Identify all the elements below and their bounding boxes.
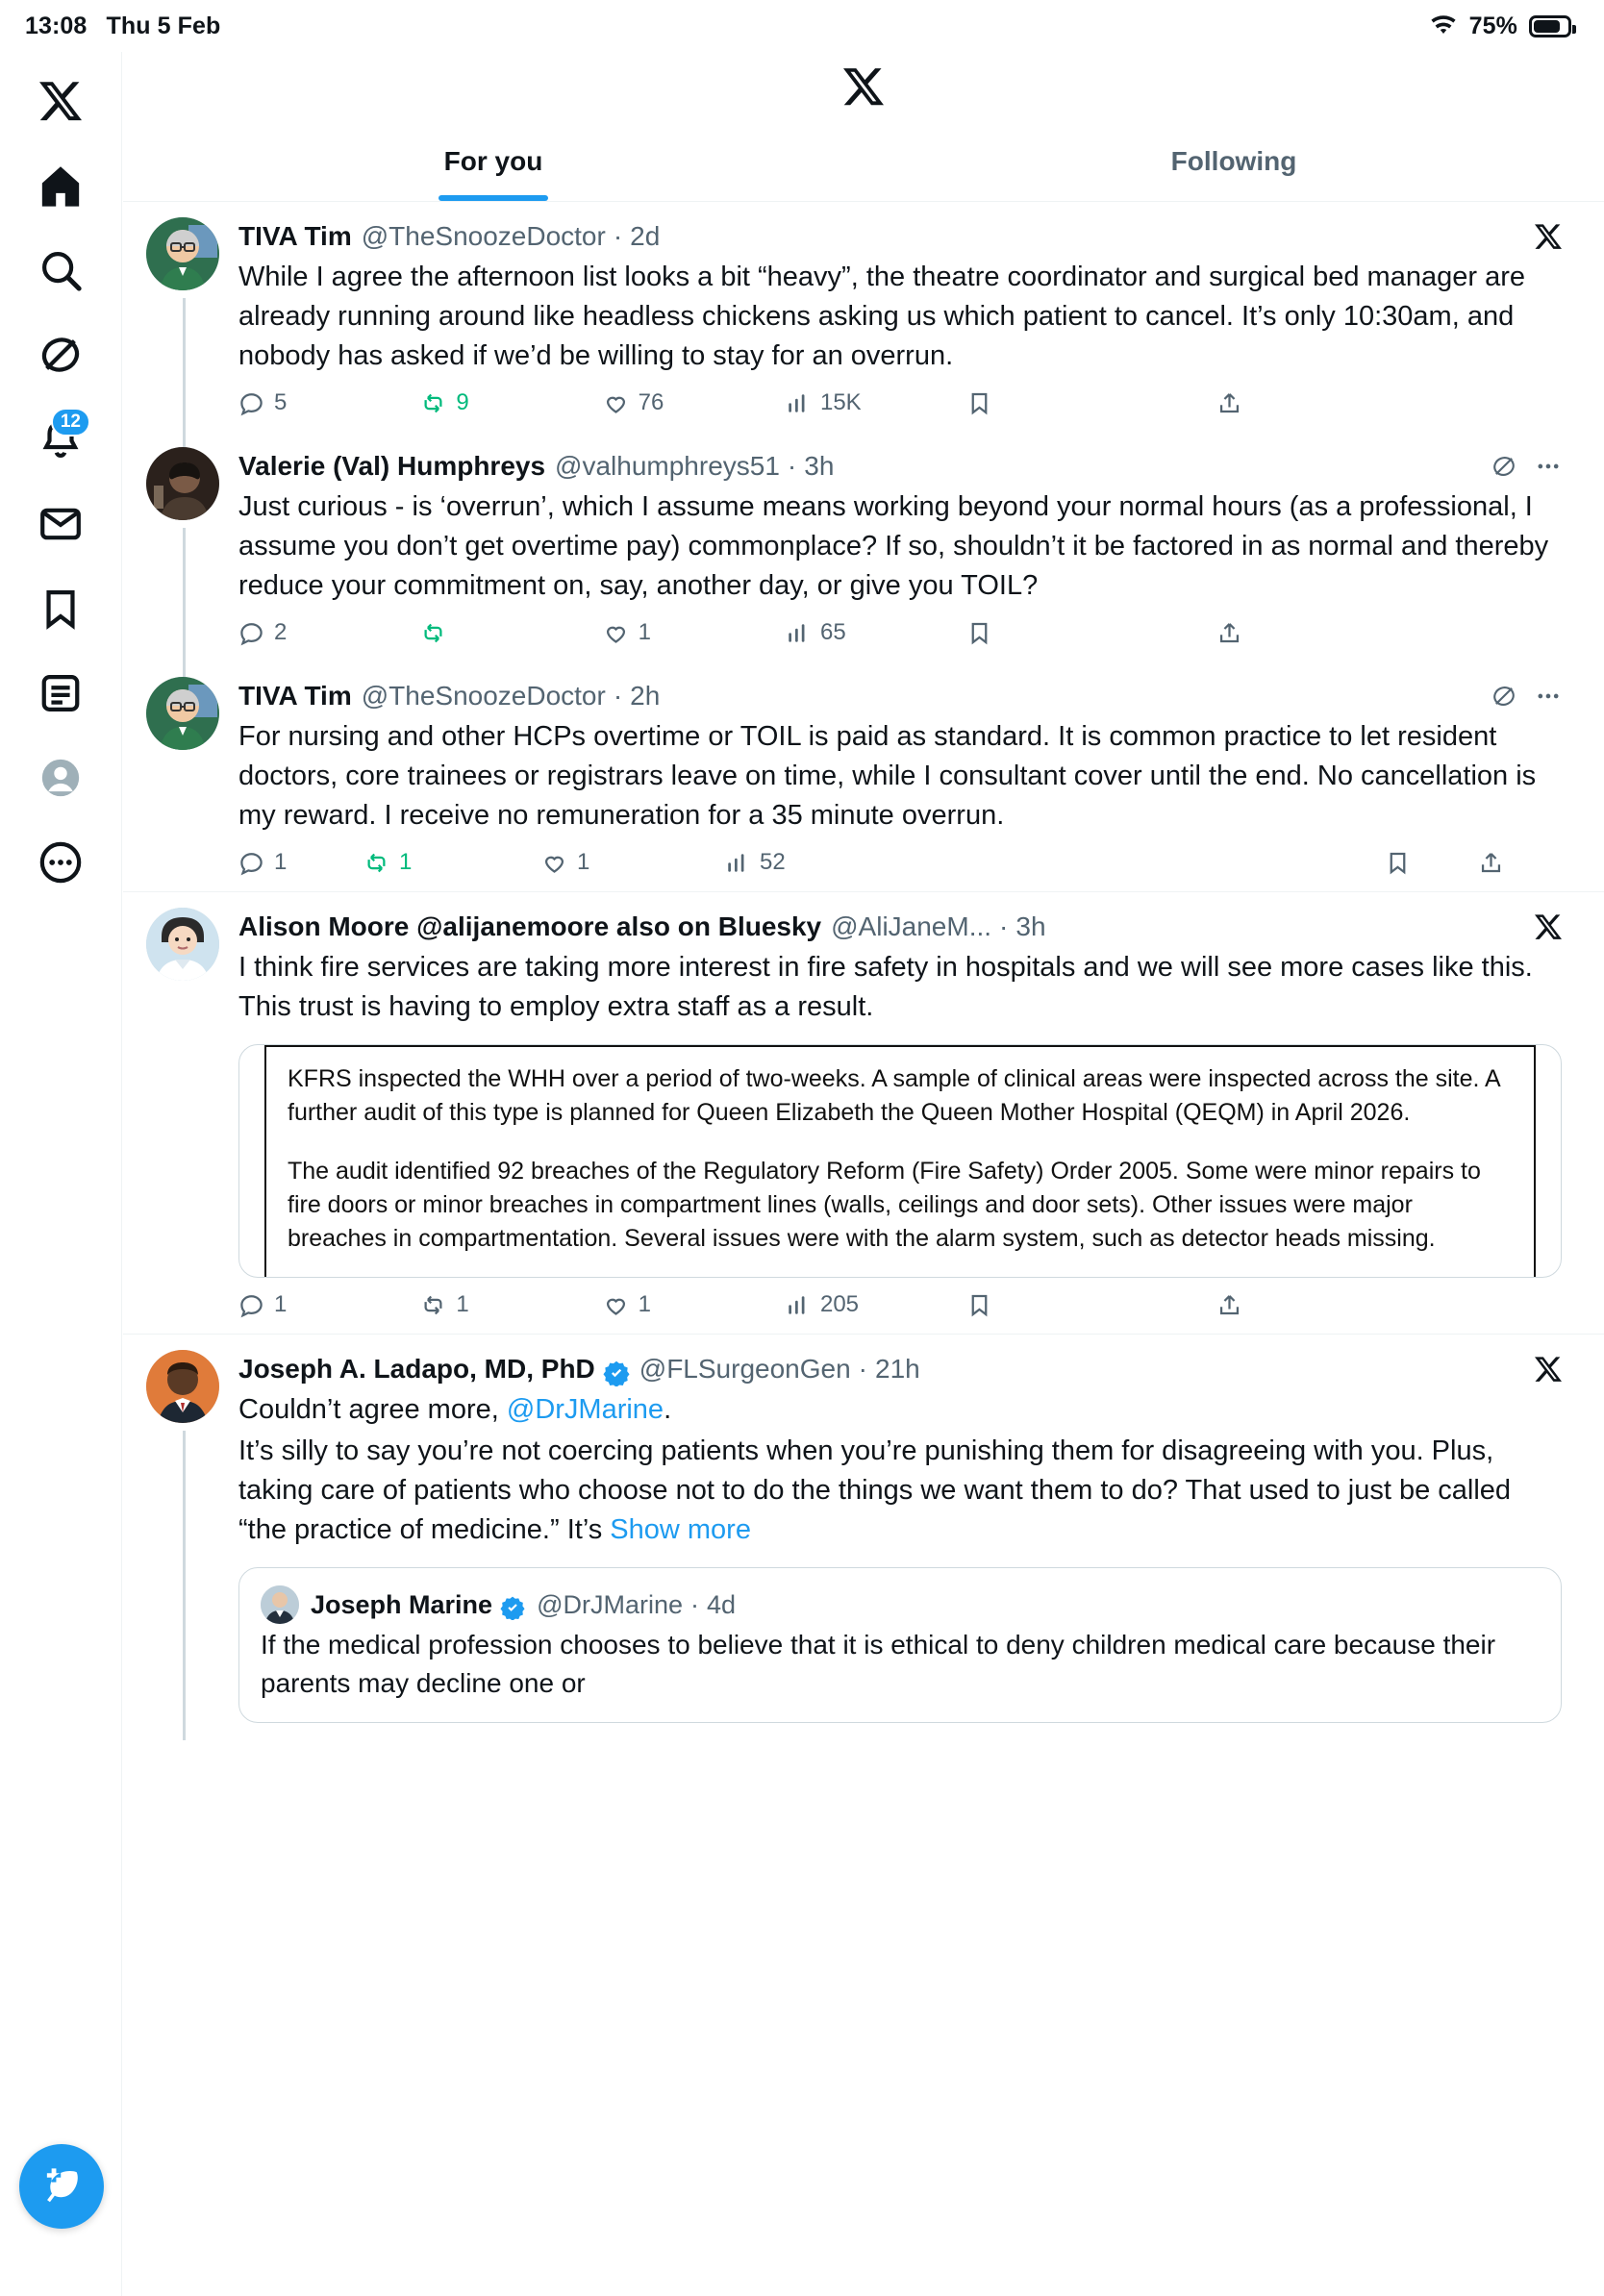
feed-tabs <box>123 121 1604 202</box>
timestamp[interactable]: 3h <box>1015 911 1046 941</box>
bookmark-button[interactable] <box>966 390 1148 416</box>
tweet-post[interactable] <box>123 891 1604 1334</box>
status-bar <box>0 0 1604 52</box>
tweet-header: Joseph A. Ladapo, MD, PhD @FLSurgeonGen · 21h <box>238 1350 1562 1388</box>
tweet-post[interactable] <box>123 202 1604 432</box>
like-count: 1 <box>638 619 652 645</box>
tweet-body <box>238 447 1581 661</box>
tweet-text <box>238 1432 1562 1550</box>
tweet-header: TIVA Tim @TheSnoozeDoctor · 2d <box>238 217 1562 256</box>
reply-count: 5 <box>274 389 288 415</box>
sidebar-item-more[interactable] <box>19 821 102 904</box>
compose-post-button[interactable] <box>19 2144 104 2229</box>
reply-button[interactable] <box>238 1291 420 1318</box>
x-logo-icon[interactable] <box>1535 1356 1562 1383</box>
repost-button[interactable] <box>420 620 602 646</box>
views-button[interactable] <box>724 849 912 876</box>
timeline-feed <box>123 202 1604 1723</box>
reply-button[interactable] <box>238 389 420 416</box>
tweet-post[interactable] <box>123 661 1604 891</box>
status-time: 13:08 <box>25 12 88 39</box>
document-image-content <box>264 1045 1536 1277</box>
tweet-metrics <box>238 389 1562 432</box>
text-prefix: Couldn’t agree more, <box>238 1394 507 1425</box>
tweet-body <box>238 217 1581 432</box>
x-logo-icon <box>843 66 884 107</box>
like-button[interactable] <box>541 849 724 876</box>
more-horizontal-icon[interactable] <box>1535 683 1562 710</box>
verified-badge-icon <box>603 1360 630 1386</box>
fire-safety-report-screenshot[interactable] <box>238 1044 1562 1278</box>
text-after-mention: . <box>664 1394 672 1425</box>
avatar-column <box>146 1350 238 1723</box>
reply-button[interactable] <box>238 849 363 876</box>
mention-link[interactable]: @DrJMarine <box>506 1394 664 1425</box>
thread-line <box>183 298 186 449</box>
bookmark-button[interactable] <box>1385 850 1411 876</box>
handle[interactable]: @TheSnoozeDoctor <box>361 681 606 711</box>
sidebar-item-bookmarks[interactable] <box>19 567 102 650</box>
views-button[interactable] <box>785 389 966 416</box>
repost-button[interactable] <box>363 849 541 876</box>
avatar[interactable] <box>146 1350 219 1423</box>
bookmark-button[interactable] <box>966 1292 1148 1318</box>
status-date: Thu 5 Feb <box>106 12 221 39</box>
like-button[interactable] <box>603 389 785 416</box>
tweet-header: Valerie (Val) Humphreys @valhumphreys51 · 3h <box>238 447 1562 486</box>
sidebar-nav <box>0 52 122 2296</box>
like-button[interactable] <box>603 619 785 646</box>
tweet-metrics <box>238 849 1562 891</box>
notifications-badge: 12 <box>51 408 90 437</box>
display-name[interactable]: TIVA Tim <box>238 681 352 711</box>
repost-count: 1 <box>456 1291 469 1317</box>
tab-for-you[interactable]: For you <box>123 121 864 201</box>
verified-badge-icon <box>500 1595 527 1622</box>
main-column <box>123 52 1604 2296</box>
reply-button[interactable] <box>238 619 420 646</box>
x-logo-icon[interactable] <box>1535 223 1562 250</box>
grok-icon[interactable] <box>1491 453 1517 480</box>
quoted-tweet-header: Joseph Marine @DrJMarine · 4d <box>261 1585 1540 1624</box>
tweet-post[interactable] <box>123 1334 1604 1723</box>
bookmark-button[interactable] <box>966 620 1148 646</box>
wifi-icon <box>1429 15 1458 37</box>
tweet-text-line1 <box>238 1390 1562 1430</box>
sidebar-item-explore[interactable] <box>19 229 102 312</box>
sidebar-item-notifications[interactable] <box>19 398 102 481</box>
thread-line <box>183 528 186 679</box>
sidebar-item-profile[interactable] <box>19 736 102 819</box>
display-name[interactable]: TIVA Tim <box>238 221 352 251</box>
share-button[interactable] <box>1216 620 1398 646</box>
display-name[interactable]: Alison Moore @alijanemoore also on Bluesky <box>238 911 822 941</box>
repost-button[interactable] <box>420 389 602 416</box>
tweet-metrics <box>238 619 1562 661</box>
view-count: 15K <box>819 389 862 415</box>
thread-line <box>183 1431 186 1740</box>
like-button[interactable] <box>603 1291 785 1318</box>
tweet-text: For nursing and other HCPs overtime or TOIL is paid as standard. It is common practice to let resident doctors, core trainees or registrars leave on time, while I consultant cover until the end. No cancellation is my reward. I receive no remuneration for a 35 minute overrun. <box>238 721 1544 831</box>
tweet-text: While I agree the afternoon list looks a bit “heavy”, the theatre coordinator and surgical bed manager are already running around like headless chickens asking us which patient to cancel. It’s only 10:30am, and nobody has asked if we’d be willing to stay for an overrun. <box>238 262 1534 371</box>
sidebar-item-messages[interactable] <box>19 483 102 565</box>
reply-count: 1 <box>274 849 288 875</box>
x-logo-icon[interactable] <box>1535 913 1562 940</box>
tweet-body <box>238 677 1581 891</box>
avatar-column <box>146 447 238 661</box>
avatar[interactable] <box>146 217 219 290</box>
share-button[interactable] <box>1216 1292 1398 1318</box>
handle[interactable]: @AliJaneM... <box>831 911 992 941</box>
display-name[interactable]: Valerie (Val) Humphreys <box>238 451 546 481</box>
views-button[interactable] <box>785 1291 966 1318</box>
avatar[interactable] <box>146 908 219 981</box>
view-count: 205 <box>819 1291 860 1317</box>
display-name[interactable]: Joseph Marine <box>311 1590 493 1619</box>
like-count: 76 <box>638 389 664 415</box>
timestamp[interactable]: 2d <box>630 221 661 251</box>
tweet-text: I think fire services are taking more interest in fire safety in hospitals and we will see more cases like this. This trust is having to employ extra staff as a result. <box>238 952 1541 1022</box>
handle[interactable]: @DrJMarine <box>537 1590 683 1619</box>
tweet-body <box>238 908 1581 1334</box>
avatar-column <box>146 217 238 432</box>
repost-count: 9 <box>456 389 469 415</box>
more-horizontal-icon[interactable] <box>1535 453 1562 480</box>
like-count: 1 <box>577 849 590 875</box>
tweet-body <box>238 1350 1581 1723</box>
timestamp[interactable]: 4d <box>707 1590 737 1619</box>
reply-count: 1 <box>274 1291 288 1317</box>
sidebar-item-lists[interactable] <box>19 652 102 735</box>
reply-count: 2 <box>274 619 288 645</box>
show-more-link[interactable]: Show more <box>610 1514 751 1545</box>
top-logo-bar <box>123 52 1604 121</box>
views-button[interactable] <box>785 619 966 646</box>
avatar-column <box>146 677 238 891</box>
tweet-text: Just curious - is ‘overrun’, which I assume means working beyond your normal hours (as a professional, I assume you don’t get overtime pay) commonplace? If so, shouldn’t it be factored in as normal and thereby reduce your commitment on, say, another day, or give you TOIL? <box>238 491 1557 601</box>
view-count: 65 <box>819 619 846 645</box>
sidebar-item-grok[interactable] <box>19 313 102 396</box>
tab-following[interactable]: Following <box>1170 145 1297 176</box>
avatar-column <box>146 908 238 1334</box>
tweet-post[interactable] <box>123 432 1604 661</box>
quoted-tweet[interactable] <box>238 1567 1562 1723</box>
timestamp[interactable]: 21h <box>875 1354 920 1384</box>
document-paragraph: KFRS inspected the WHH over a period of two-weeks. A sample of clinical areas were inspected across the site. A further audit of this type is planned for Queen Elizabeth the Queen Mother Hospital (QEQM) in April 2026. <box>288 1065 1500 1126</box>
repost-count: 1 <box>399 849 413 875</box>
timestamp[interactable]: 3h <box>804 451 835 481</box>
avatar[interactable] <box>146 447 219 520</box>
tweet-metrics <box>238 1291 1562 1334</box>
repost-button[interactable] <box>420 1291 602 1318</box>
avatar[interactable] <box>146 677 219 750</box>
grok-icon[interactable] <box>1491 683 1517 710</box>
avatar[interactable] <box>261 1585 299 1624</box>
document-paragraph: The audit identified 92 breaches of the Regulatory Reform (Fire Safety) Order 2005. Some were minor repairs to fire doors or minor breaches in compartment lines (walls, ceilings and door sets). Other issues were major breaches in compartmentation. Several issues were with the alarm system, such as detector heads missing. <box>288 1158 1481 1252</box>
like-count: 1 <box>638 1291 652 1317</box>
tweet-text-body: It’s silly to say you’re not coercing patients when you’re punishing them for disagreeing with you. Plus, taking care of patients who choose not to do the things we want them to do? That used to just be called “the practice of medicine.” It’s <box>238 1435 1519 1545</box>
quoted-tweet-text: If the medical profession chooses to believe that it is ethical to deny children medical care because their parents may decline one or <box>261 1630 1503 1698</box>
share-button[interactable] <box>1216 390 1398 416</box>
sidebar-item-home[interactable] <box>19 144 102 227</box>
tweet-header: Alison Moore @alijanemoore also on Bluesky @AliJaneM... · 3h <box>238 908 1562 946</box>
handle[interactable]: @FLSurgeonGen <box>639 1354 851 1384</box>
display-name[interactable]: Joseph A. Ladapo, MD, PhD <box>238 1354 595 1384</box>
handle[interactable]: @valhumphreys51 <box>555 451 780 481</box>
battery-percent: 75% <box>1468 12 1517 39</box>
share-button[interactable] <box>1478 850 1504 876</box>
sidebar-logo[interactable] <box>19 60 102 142</box>
tweet-header: TIVA Tim @TheSnoozeDoctor · 2h <box>238 677 1562 715</box>
view-count: 52 <box>760 849 786 875</box>
handle[interactable]: @TheSnoozeDoctor <box>361 221 606 251</box>
battery-icon <box>1529 15 1571 37</box>
timestamp[interactable]: 2h <box>630 681 661 711</box>
